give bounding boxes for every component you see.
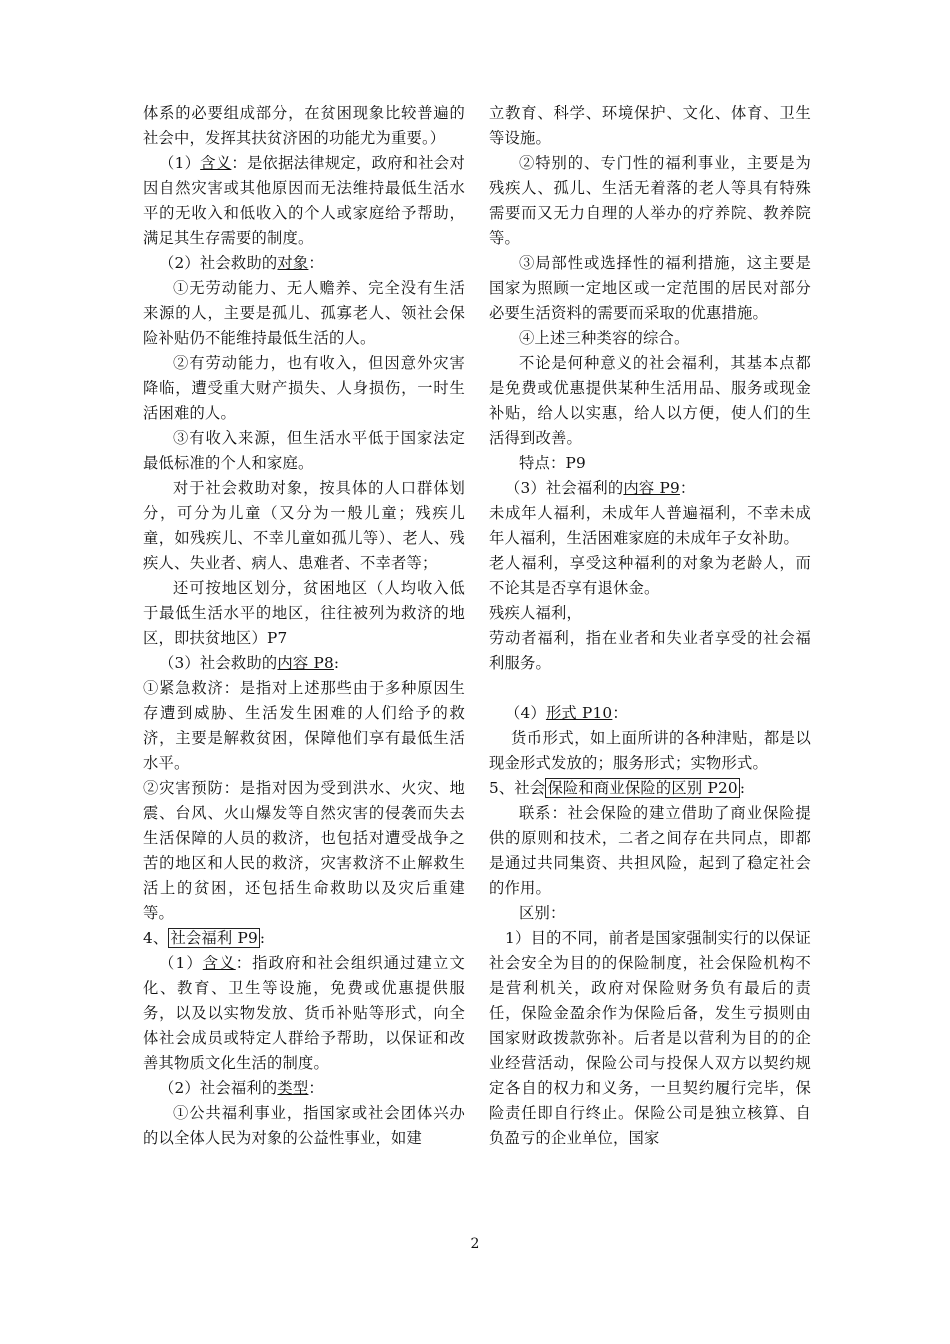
assistance-definition: （1）含义：是依据法律规定，政府和社会对因自然灾害或其他原因而无法维持最低生活水平的无收入和低收入的个人或家庭给予帮助，满足其生存需要的制度。 <box>143 154 465 247</box>
section-4-heading: 4、 社会福利 P9 : <box>143 929 266 947</box>
assistance-targets-heading: （2）社会救助的对象： <box>159 254 324 272</box>
type-item-3: ③局部性或选择性的福利措施，这主要是国家为照顾一定地区或一定范围的居民对部分必要生活资料的需要而采取的优惠措施。 <box>489 254 811 322</box>
target-item-1: ①无劳动能力、无人赡养、完全没有生活来源的人，主要是孤儿、孤寡老人、领社会保险补贴仍不能维持最低生活的人。 <box>143 279 465 347</box>
target-item-3: ③有收入来源，但生活水平低于国家法定最低标准的个人和家庭。 <box>143 429 465 472</box>
welfare-workers: 劳动者福利，指在业者和失业者享受的社会福利服务。 <box>489 629 811 672</box>
welfare-elderly: 老人福利，享受这种福利的对象为老龄人，而不论其是否享有退休金。 <box>489 554 811 597</box>
type-item-1: ①公共福利事业，指国家或社会团体兴办的以全体人民为对象的公益性事业，如建 <box>143 1104 465 1147</box>
type-item-1-continued: 立教育、科学、环境保护、文化、体育、卫生等设施。 <box>489 104 811 147</box>
assistance-content-heading: （3）社会救助的内容 P8: <box>159 654 340 672</box>
paragraph-connection: 联系：社会保险的建立借助了商业保险提供的原则和技术，二者之间存在共同点，即都是通过共同集资、共担风险，起到了稳定社会的作用。 <box>489 804 811 897</box>
paragraph-region-division: 还可按地区划分，贫困地区（人均收入低于最低生活水平的地区，往往被列为救济的地区，即扶贫地区）P7 <box>143 579 465 647</box>
welfare-forms-text: 货币形式，如上面所讲的各种津贴，都是以现金形式发放的；服务形式；实物形式。 <box>489 729 811 772</box>
difference-label: 区别： <box>519 904 566 922</box>
boxed-term: 社会福利 P9 <box>170 929 258 947</box>
target-item-2: ②有劳动能力，也有收入，但因意外灾害降临，遭受重大财产损失、人身损伤，一时生活困难的人。 <box>143 354 465 422</box>
type-item-2: ②特别的、专门性的福利事业，主要是为残疾人、孤儿、生活无着落的老人等具有特殊需要而又无力自理的人举办的疗养院、教养院等。 <box>489 154 811 247</box>
underlined-term: 类型 <box>277 1079 309 1097</box>
welfare-definition: （1）含义：指政府和社会组织通过建立文化、教育、卫生等设施，免费或优惠提供服务，以及以实物发放、货币补贴等形式，向全体社会成员或特定人群给予帮助，以保证和改善其物质文化生活的制度。 <box>143 954 465 1072</box>
paragraph-basic-point: 不论是何种意义的社会福利，其基本点都是免费或优惠提供某种生活用品、服务或现金补贴，给人以实惠，给人以方便，使人们的生活得到改善。 <box>489 354 811 447</box>
underlined-term: 含义 <box>200 154 232 172</box>
content-item-emergency: ①紧急救济：是指对上述那些由于多种原因生存遭到威胁、生活发生困难的人们给予的救济，主要是解救贫困，保障他们享有最低生活水平。 <box>143 679 465 772</box>
underlined-term: 内容 P8 <box>277 654 334 672</box>
underlined-term: 形式 P10 <box>545 704 613 722</box>
section-5-heading: 5、社会 保险和商业保险的区别 P20 : <box>489 779 746 797</box>
welfare-types-heading: （2）社会福利的类型： <box>159 1079 324 1097</box>
underlined-term: 对象 <box>277 254 309 272</box>
page-number: 2 <box>470 1236 480 1252</box>
paragraph-group-division: 对于社会救助对象，按具体的人口群体划分，可分为儿童（又分为一般儿童；残疾儿童，如残疾儿、不幸儿童如孤儿等）、老人、残疾人、失业者、病人、患难者、不幸者等； <box>143 479 465 572</box>
blank-line <box>489 676 811 701</box>
paragraph-intro: 体系的必要组成部分，在贫困现象比较普遍的社会中，发挥其扶贫济困的功能尤为重要。） <box>143 104 465 147</box>
type-item-4: ④上述三种类容的综合。 <box>519 329 690 347</box>
difference-item-1: 1）目的不同，前者是国家强制实行的以保证社会安全为目的的保险制度，社会保险机构不是营利机关，政府对保险财务负有最后的责任，保险金盈余作为保险后备，发生亏损则由国家财政拨款弥补。后者是以营利为目的的企业经营活动，保险公司与投保人双方以契约规定各自的权力和义务，一旦契约履行完毕，保险责任即自行终止。保险公司是独立核算、自负盈亏的企业单位，国家 <box>489 929 811 1147</box>
left-column <box>143 101 465 1151</box>
welfare-content-heading: （3）社会福利的内容 P9： <box>505 479 696 497</box>
right-column <box>489 101 811 1151</box>
welfare-disabled: 残疾人福利， <box>489 604 582 622</box>
paragraph-feature: 特点：P9 <box>519 454 586 472</box>
welfare-forms-heading: （4）形式 P10： <box>505 704 628 722</box>
boxed-term: 保险和商业保险的区别 P20 <box>547 779 738 797</box>
content-item-disaster: ②灾害预防：是指对因为受到洪水、火灾、地震、台风、火山爆发等自然灾害的侵袭而失去生活保障的人员的救济，也包括对遭受战争之苦的地区和人民的救济，灾害救济不止解救生活上的贫困，还包括生命救助以及灾后重建等。 <box>143 779 465 922</box>
welfare-minors: 未成年人福利，未成年人普遍福利，不幸未成年人福利，生活困难家庭的未成年子女补助。 <box>489 504 811 547</box>
underlined-term: 含义 <box>202 954 236 972</box>
underlined-term: 内容 P9 <box>623 479 680 497</box>
